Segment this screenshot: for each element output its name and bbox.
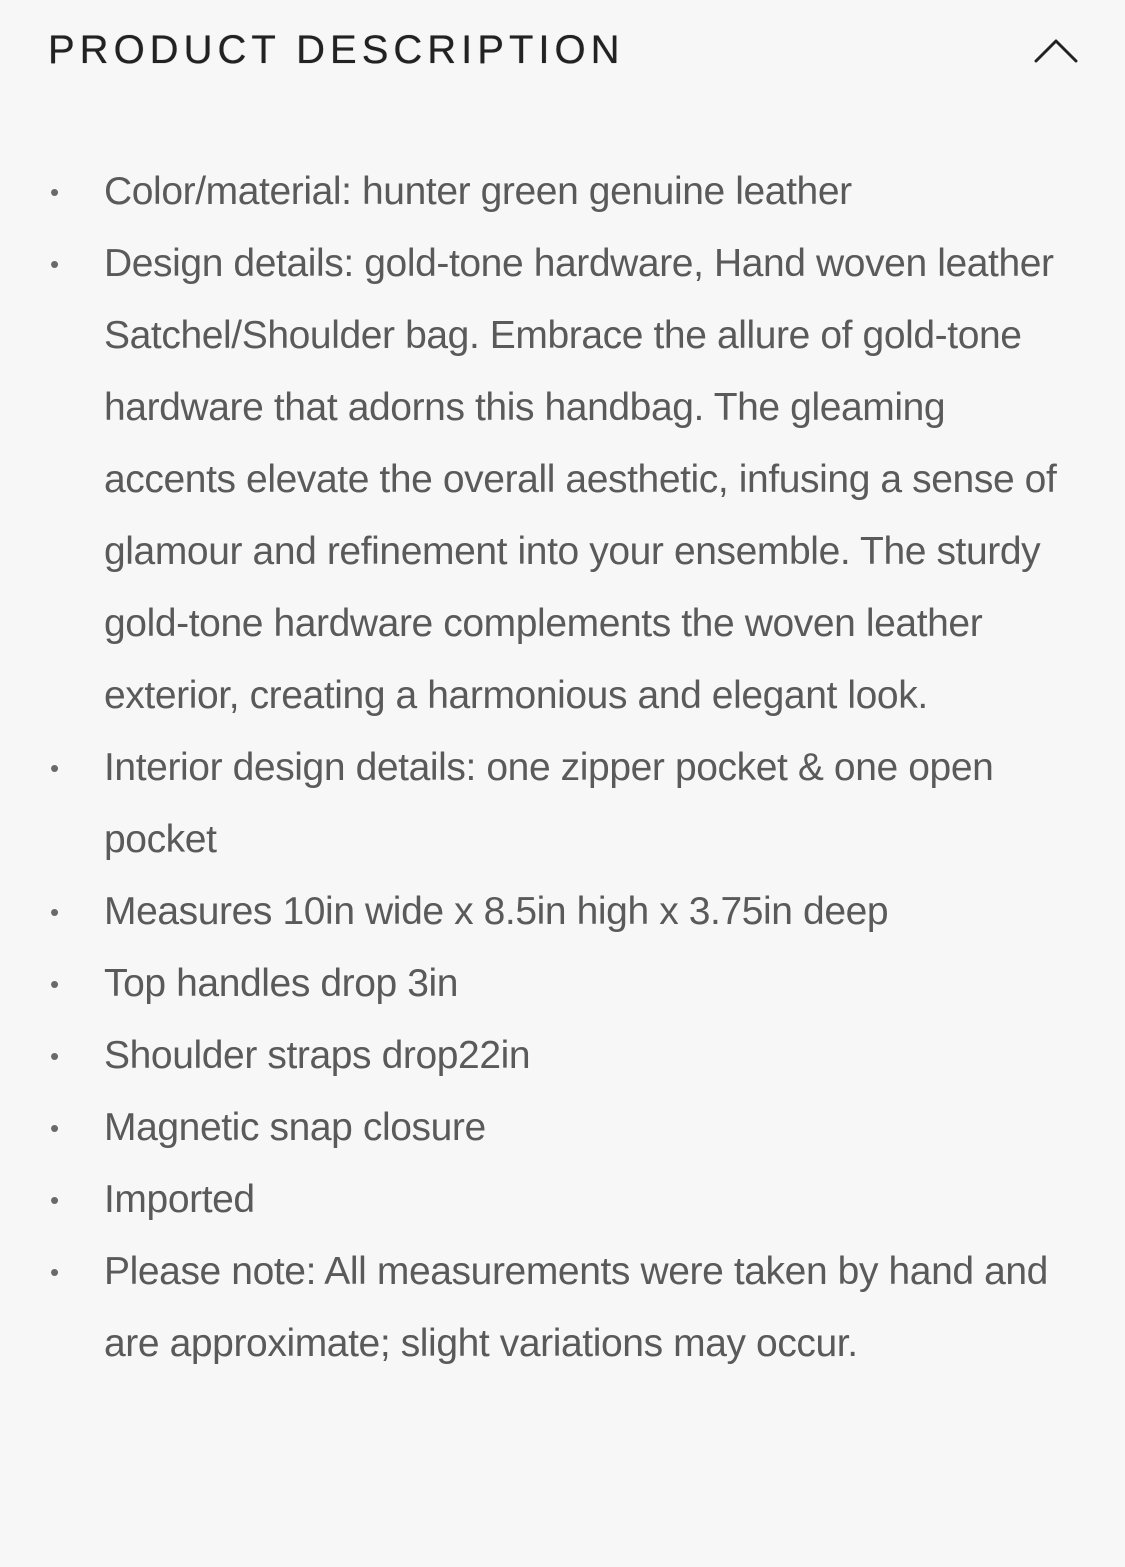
list-item [48, 156, 1078, 228]
list-item-text: Shoulder straps drop22in [104, 1034, 531, 1077]
list-item [48, 1236, 1078, 1380]
list-item-text: Imported [104, 1178, 255, 1221]
bullet: • [50, 249, 59, 279]
bullet: • [50, 177, 59, 207]
list-item [48, 1020, 1078, 1092]
list-item-text: Magnetic snap closure [104, 1106, 486, 1149]
bullet: • [50, 897, 59, 927]
list-item-text: Color/material: hunter green genuine leather [104, 170, 852, 213]
bullet: • [50, 753, 59, 783]
chevron-up-icon[interactable] [1034, 28, 1078, 72]
section-title: PRODUCT DESCRIPTION [48, 28, 625, 72]
bullet: • [50, 1185, 59, 1215]
list-item-text: Design details: gold-tone hardware, Hand woven leather Satchel/Shoulder bag. Embrace the allure of gold-tone hardware that adorns this handbag. The gleaming accents elevate the overall aesthetic, infusing a sense of glamour and refinement into your ensemble. The sturdy gold-tone hardware complements the woven leather exterior, creating a harmonious and elegant look. [104, 242, 1057, 717]
list-item-text: Please note: All measurements were taken by hand and are approximate; slight variations may occur. [104, 1250, 1048, 1365]
bullet: • [50, 1041, 59, 1071]
bullet: • [50, 969, 59, 999]
list-item [48, 228, 1078, 732]
list-item [48, 1164, 1078, 1236]
product-description-header[interactable] [48, 24, 1078, 76]
bullet: • [50, 1113, 59, 1143]
description-list [48, 156, 1078, 1380]
bullet: • [50, 1257, 59, 1287]
list-item [48, 948, 1078, 1020]
list-item [48, 876, 1078, 948]
list-item-text: Top handles drop 3in [104, 962, 459, 1005]
list-item [48, 1092, 1078, 1164]
list-item [48, 732, 1078, 876]
list-item-text: Interior design details: one zipper pocket & one open pocket [104, 746, 994, 861]
list-item-text: Measures 10in wide x 8.5in high x 3.75in deep [104, 890, 889, 933]
